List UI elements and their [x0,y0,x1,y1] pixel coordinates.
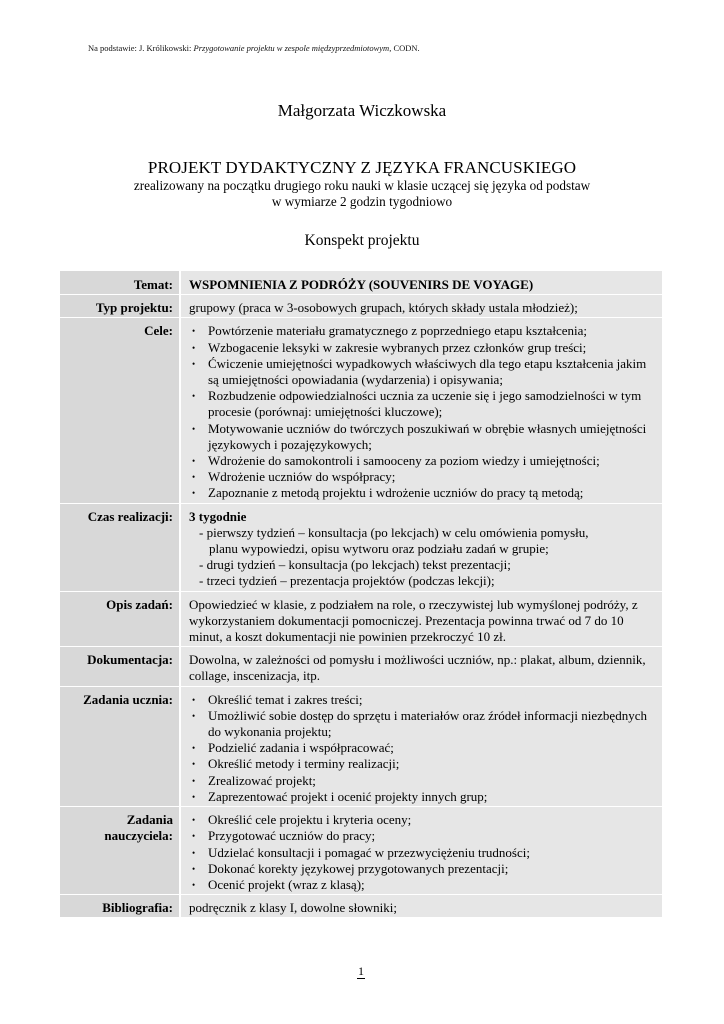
list-item: • Wdrożenie do samokontroli i samooceny za poziom wiedzy i umiejętności; [192,453,600,469]
list-item: • Powtórzenie materiału gramatycznego z poprzedniego etapu kształcenia; [192,323,587,339]
zadania-nauczyciela-list [189,812,656,893]
table-row-dokumentacja [60,647,662,686]
bullet-icon: • [192,710,196,721]
label-bibliografia: Bibliografia: [60,895,179,918]
table-row-cele [60,318,662,503]
bullet-icon: • [192,472,196,483]
bullet-icon: • [192,759,196,770]
bullet-icon: • [192,694,196,705]
bullet-icon: • [192,879,196,890]
bullet-icon: • [192,847,196,858]
bullet-icon: • [192,326,196,337]
table-row-opis-zadan [60,592,662,648]
label-zadania-nauczyciela [60,807,179,895]
label-czas-realizacji: Czas realizacji: [60,504,179,592]
list-item: • Określić metody i terminy realizacji; [192,756,400,772]
schedule-week-1-continued: planu wypowiedzi, opisu wytworu oraz podziału zadań w grupie; [209,541,549,557]
label-zadania-nauczyciela-line-1: Zadania [126,812,173,828]
list-item: • Przygotować uczniów do pracy; [192,828,376,844]
value-dokumentacja: Dowolna, w zależności od pomysłu i możliwości uczniów, np.: plakat, album, dziennik, collage, inscenizacja, itp. [179,647,662,686]
label-cele: Cele: [60,318,179,503]
list-item: • Zapoznanie z metodą projektu i wdrożenie uczniów do pracy tą metodą; [192,485,584,501]
source-note-title: Przygotowanie projektu w zespole międzyprzedmiotowym [193,43,390,53]
list-item: • Zaprezentować projekt i ocenić projekty innych grup; [192,788,488,804]
label-temat: Temat: [60,271,179,295]
project-outline-table [60,271,662,918]
label-dokumentacja: Dokumentacja: [60,647,179,686]
bullet-icon: • [192,391,196,402]
bullet-icon: • [192,831,196,842]
source-note-suffix: , CODN. [389,43,420,53]
bullet-icon: • [192,775,196,786]
bullet-icon: • [192,423,196,434]
subtitle-line-2: w wymiarze 2 godzin tygodniowo [271,194,453,209]
value-temat: WSPOMNIENIA Z PODRÓŻY (SOUVENIRS DE VOYAGE) [179,271,662,295]
bullet-icon: • [192,815,196,826]
bullet-icon: • [192,743,196,754]
czas-heading: 3 tygodnie [189,508,247,524]
label-typ-projektu: Typ projektu: [60,295,179,318]
value-zadania-ucznia [179,687,662,807]
list-item: • Podzielić zadania i współpracować; [192,740,394,756]
source-note [88,43,420,53]
list-item: • Wdrożenie uczniów do współpracy; [192,469,396,485]
table-row-temat [60,271,662,295]
bullet-icon: • [192,791,196,802]
bullet-icon: • [192,342,196,353]
source-note-prefix: Na podstawie: J. Królikowski: [88,43,194,53]
list-item: • Określić temat i zakres treści; [192,691,363,707]
list-item: • Określić cele projektu i kryteria oceny; [192,812,412,828]
schedule-week-1: - pierwszy tydzień – konsultacja (po lekcjach) w celu omówienia pomysłu, [199,524,589,540]
bullet-icon: • [192,456,196,467]
subtitle-line-1: zrealizowany na początku drugiego roku nauki w klasie uczącej się języka od podstaw [133,178,591,193]
list-item: • Dokonać korekty językowej przygotowanych prezentacji; [192,860,509,876]
table-row-zadania-ucznia [60,687,662,807]
page-number: 1 [358,964,364,978]
list-item: • Rozbudzenie odpowiedzialności ucznia za uczenie się i jego samodzielności w tym procesie (porównaj: umiejętności kluczowe); [192,388,642,420]
bullet-icon: • [192,863,196,874]
bullet-icon: • [192,358,196,369]
value-cele [179,318,662,503]
value-opis-zadan: Opowiedzieć w klasie, z podziałem na role, o rzeczywistej lub wymyślonej podróży, z wykorzystaniem dokumentacji pomocniczej. Prezentacja powinna trwać od 7 do 10 minut, a koszt dokumentacji nie powinien przekroczyć 10 zł. [179,592,662,648]
table-row-bibliografia [60,895,662,918]
list-item: • Motywowanie uczniów do twórczych poszukiwań w obrębie własnych umiejętności językowych i pozajęzykowych; [192,420,647,452]
value-zadania-nauczyciela [179,807,662,895]
table-row-typ-projektu [60,295,662,318]
list-item: • Umożliwić sobie dostęp do sprzętu i materiałów oraz źródeł informacji niezbędnych do wykonania projektu; [192,707,647,740]
table-row-czas-realizacji [60,504,662,592]
schedule-week-3: - trzeci tydzień – prezentacja projektów (podczas lekcji); [199,573,495,589]
list-item: • Udzielać konsultacji i pomagać w przezwyciężeniu trudności; [192,844,530,860]
zadania-ucznia-list [189,692,656,805]
table-row-zadania-nauczyciela [60,807,662,895]
value-bibliografia: podręcznik z klasy I, dowolne słowniki; [179,895,662,918]
list-item: • Wzbogacenie leksyki w zakresie wybranych przez członków grup treści; [192,339,587,355]
section-title: Konspekt projektu [304,232,420,249]
bullet-icon: • [192,488,196,499]
schedule-week-2: - drugi tydzień – konsultacja (po lekcjach) tekst prezentacji; [199,557,511,573]
list-item: • Ćwiczenie umiejętności wypadkowych właściwych dla tego etapu kształcenia jakim są umiejętności opowiadania (wydarzenia) i opisywania; [192,355,647,388]
document-title: PROJEKT DYDAKTYCZNY Z JĘZYKA FRANCUSKIEGO [147,158,577,177]
list-item: • Zrealizować projekt; [192,772,316,788]
label-opis-zadan: Opis zadań: [60,592,179,648]
value-czas-realizacji [179,504,662,592]
list-item: • Ocenić projekt (wraz z klasą); [192,876,365,892]
cele-list [189,323,656,501]
label-zadania-nauczyciela-line-2: nauczyciela: [104,828,173,844]
label-zadania-ucznia: Zadania ucznia: [60,687,179,807]
value-typ-projektu: grupowy (praca w 3-osobowych grupach, których składy ustala młodzież); [179,295,662,318]
czas-schedule [189,525,656,590]
author-name: Małgorzata Wiczkowska [277,101,447,120]
